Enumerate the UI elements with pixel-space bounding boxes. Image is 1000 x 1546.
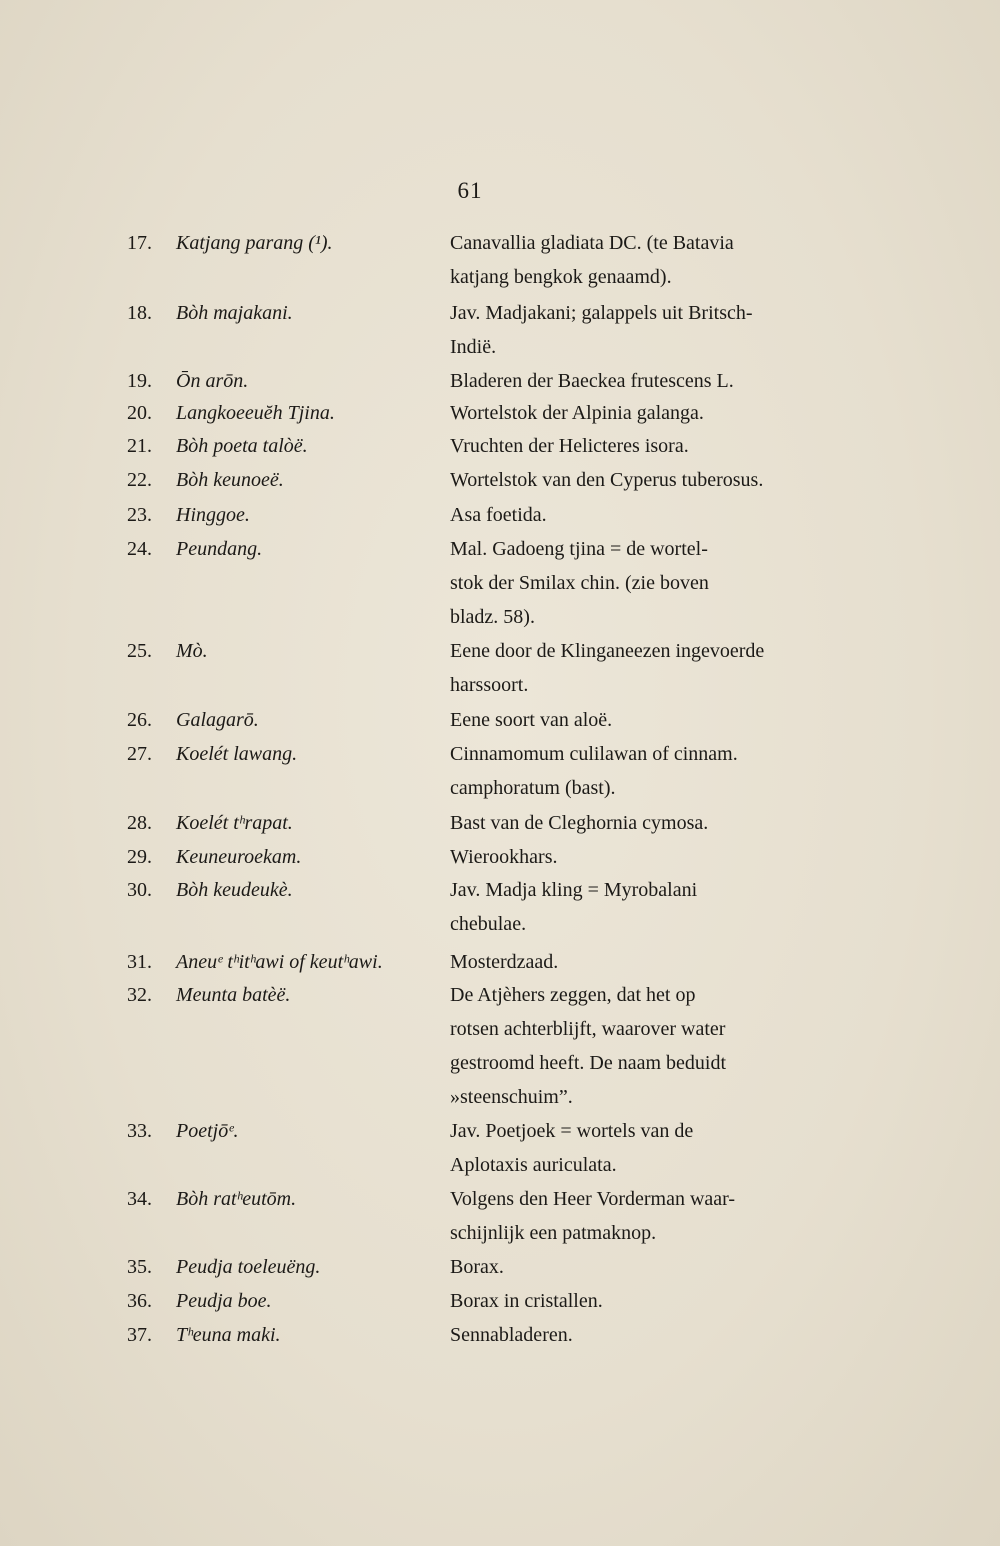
entry-term: Peudja toeleuëng. (176, 1256, 321, 1278)
entry-term: Langkoeeuĕh Tjina. (176, 402, 335, 424)
entry-term: Bòh majakani. (176, 302, 293, 324)
entry-description: Mal. Gadoeng tjina = de wortel- stok der Smilax chin. (zie boven bladz. 58). (450, 538, 709, 628)
entry-number: 23. (127, 504, 152, 526)
entry-description: Jav. Poetjoek = wortels van de Aplotaxis auriculata. (450, 1120, 694, 1176)
entry-term: Aneuᵉ tʰitʰawi of keutʰawi. (176, 951, 383, 973)
entry-term: Meunta batèë. (176, 984, 291, 1006)
entry-term: Bòh keunoeë. (176, 469, 284, 491)
entry-description: Asa foetida. (450, 504, 547, 526)
entry-number: 33. (127, 1120, 152, 1142)
entry-description: Borax. (450, 1256, 504, 1278)
entry-number: 29. (127, 846, 152, 868)
entry-term: Peudja boe. (176, 1290, 272, 1312)
entry-number: 30. (127, 879, 152, 901)
entry-number: 36. (127, 1290, 152, 1312)
entry-description: De Atjèhers zeggen, dat het op rotsen achterblijft, waarover water gestroomd heeft. De naam beduidt »steenschuim”. (450, 984, 727, 1108)
entry-number: 17. (127, 232, 152, 254)
entry-number: 32. (127, 984, 152, 1006)
entry-term: Poetjōᵉ. (176, 1120, 239, 1142)
entry-number: 28. (127, 812, 152, 834)
entry-number: 37. (127, 1324, 152, 1346)
entry-term: Koelét tʰrapat. (176, 812, 293, 834)
entry-description: Sennabladeren. (450, 1324, 573, 1346)
entry-term: Keuneuroekam. (176, 846, 302, 868)
entry-term: Ōn arōn. (176, 370, 249, 392)
entry-term: Tʰeuna maki. (176, 1324, 281, 1346)
entry-number: 26. (127, 709, 152, 731)
entry-term: Mò. (176, 640, 208, 662)
entry-term: Bòh ratʰeutōm. (176, 1188, 297, 1210)
entry-number: 35. (127, 1256, 152, 1278)
entry-number: 20. (127, 402, 152, 424)
entry-description: Wierookhars. (450, 846, 558, 868)
entry-term: Galagarō. (176, 709, 259, 731)
entry-description: Jav. Madja kling = Myrobalani chebulae. (450, 879, 698, 935)
entry-description: Cinnamomum culilawan of cinnam. camphoratum (bast). (450, 743, 738, 799)
entry-number: 24. (127, 538, 152, 560)
entry-term: Bòh keudeukè. (176, 879, 293, 901)
entry-description: Vruchten der Helicteres isora. (450, 435, 689, 457)
entry-description: Jav. Madjakani; galappels uit Britsch- Indië. (450, 302, 753, 358)
page-number: 61 (457, 178, 483, 203)
entry-description: Eene soort van aloë. (450, 709, 613, 731)
entry-description: Eene door de Klinganeezen ingevoerde harssoort. (450, 640, 765, 696)
entry-term: Koelét lawang. (176, 743, 298, 765)
entry-term: Peundang. (176, 538, 263, 560)
entry-number: 34. (127, 1188, 152, 1210)
entry-description: Wortelstok der Alpinia galanga. (450, 402, 704, 424)
entry-number: 22. (127, 469, 152, 491)
entry-number: 27. (127, 743, 152, 765)
entry-description: Mosterdzaad. (450, 951, 559, 973)
entry-description: Bast van de Cleghornia cymosa. (450, 812, 709, 834)
entry-description: Canavallia gladiata DC. (te Batavia katjang bengkok genaamd). (450, 232, 734, 288)
entry-number: 25. (127, 640, 152, 662)
entry-term: Hinggoe. (176, 504, 250, 526)
entry-number: 21. (127, 435, 152, 457)
entry-description: Borax in cristallen. (450, 1290, 603, 1312)
entry-description: Bladeren der Baeckea frutescens L. (450, 370, 734, 392)
entry-term: Katjang parang (¹). (176, 232, 333, 254)
entry-description: Wortelstok van den Cyperus tuberosus. (450, 469, 764, 491)
entry-term: Bòh poeta talòë. (176, 435, 308, 457)
entry-description: Volgens den Heer Vorderman waar- schijnlijk een patmaknop. (450, 1188, 736, 1244)
entry-number: 31. (127, 951, 152, 973)
entry-number: 18. (127, 302, 152, 324)
entry-number: 19. (127, 370, 152, 392)
